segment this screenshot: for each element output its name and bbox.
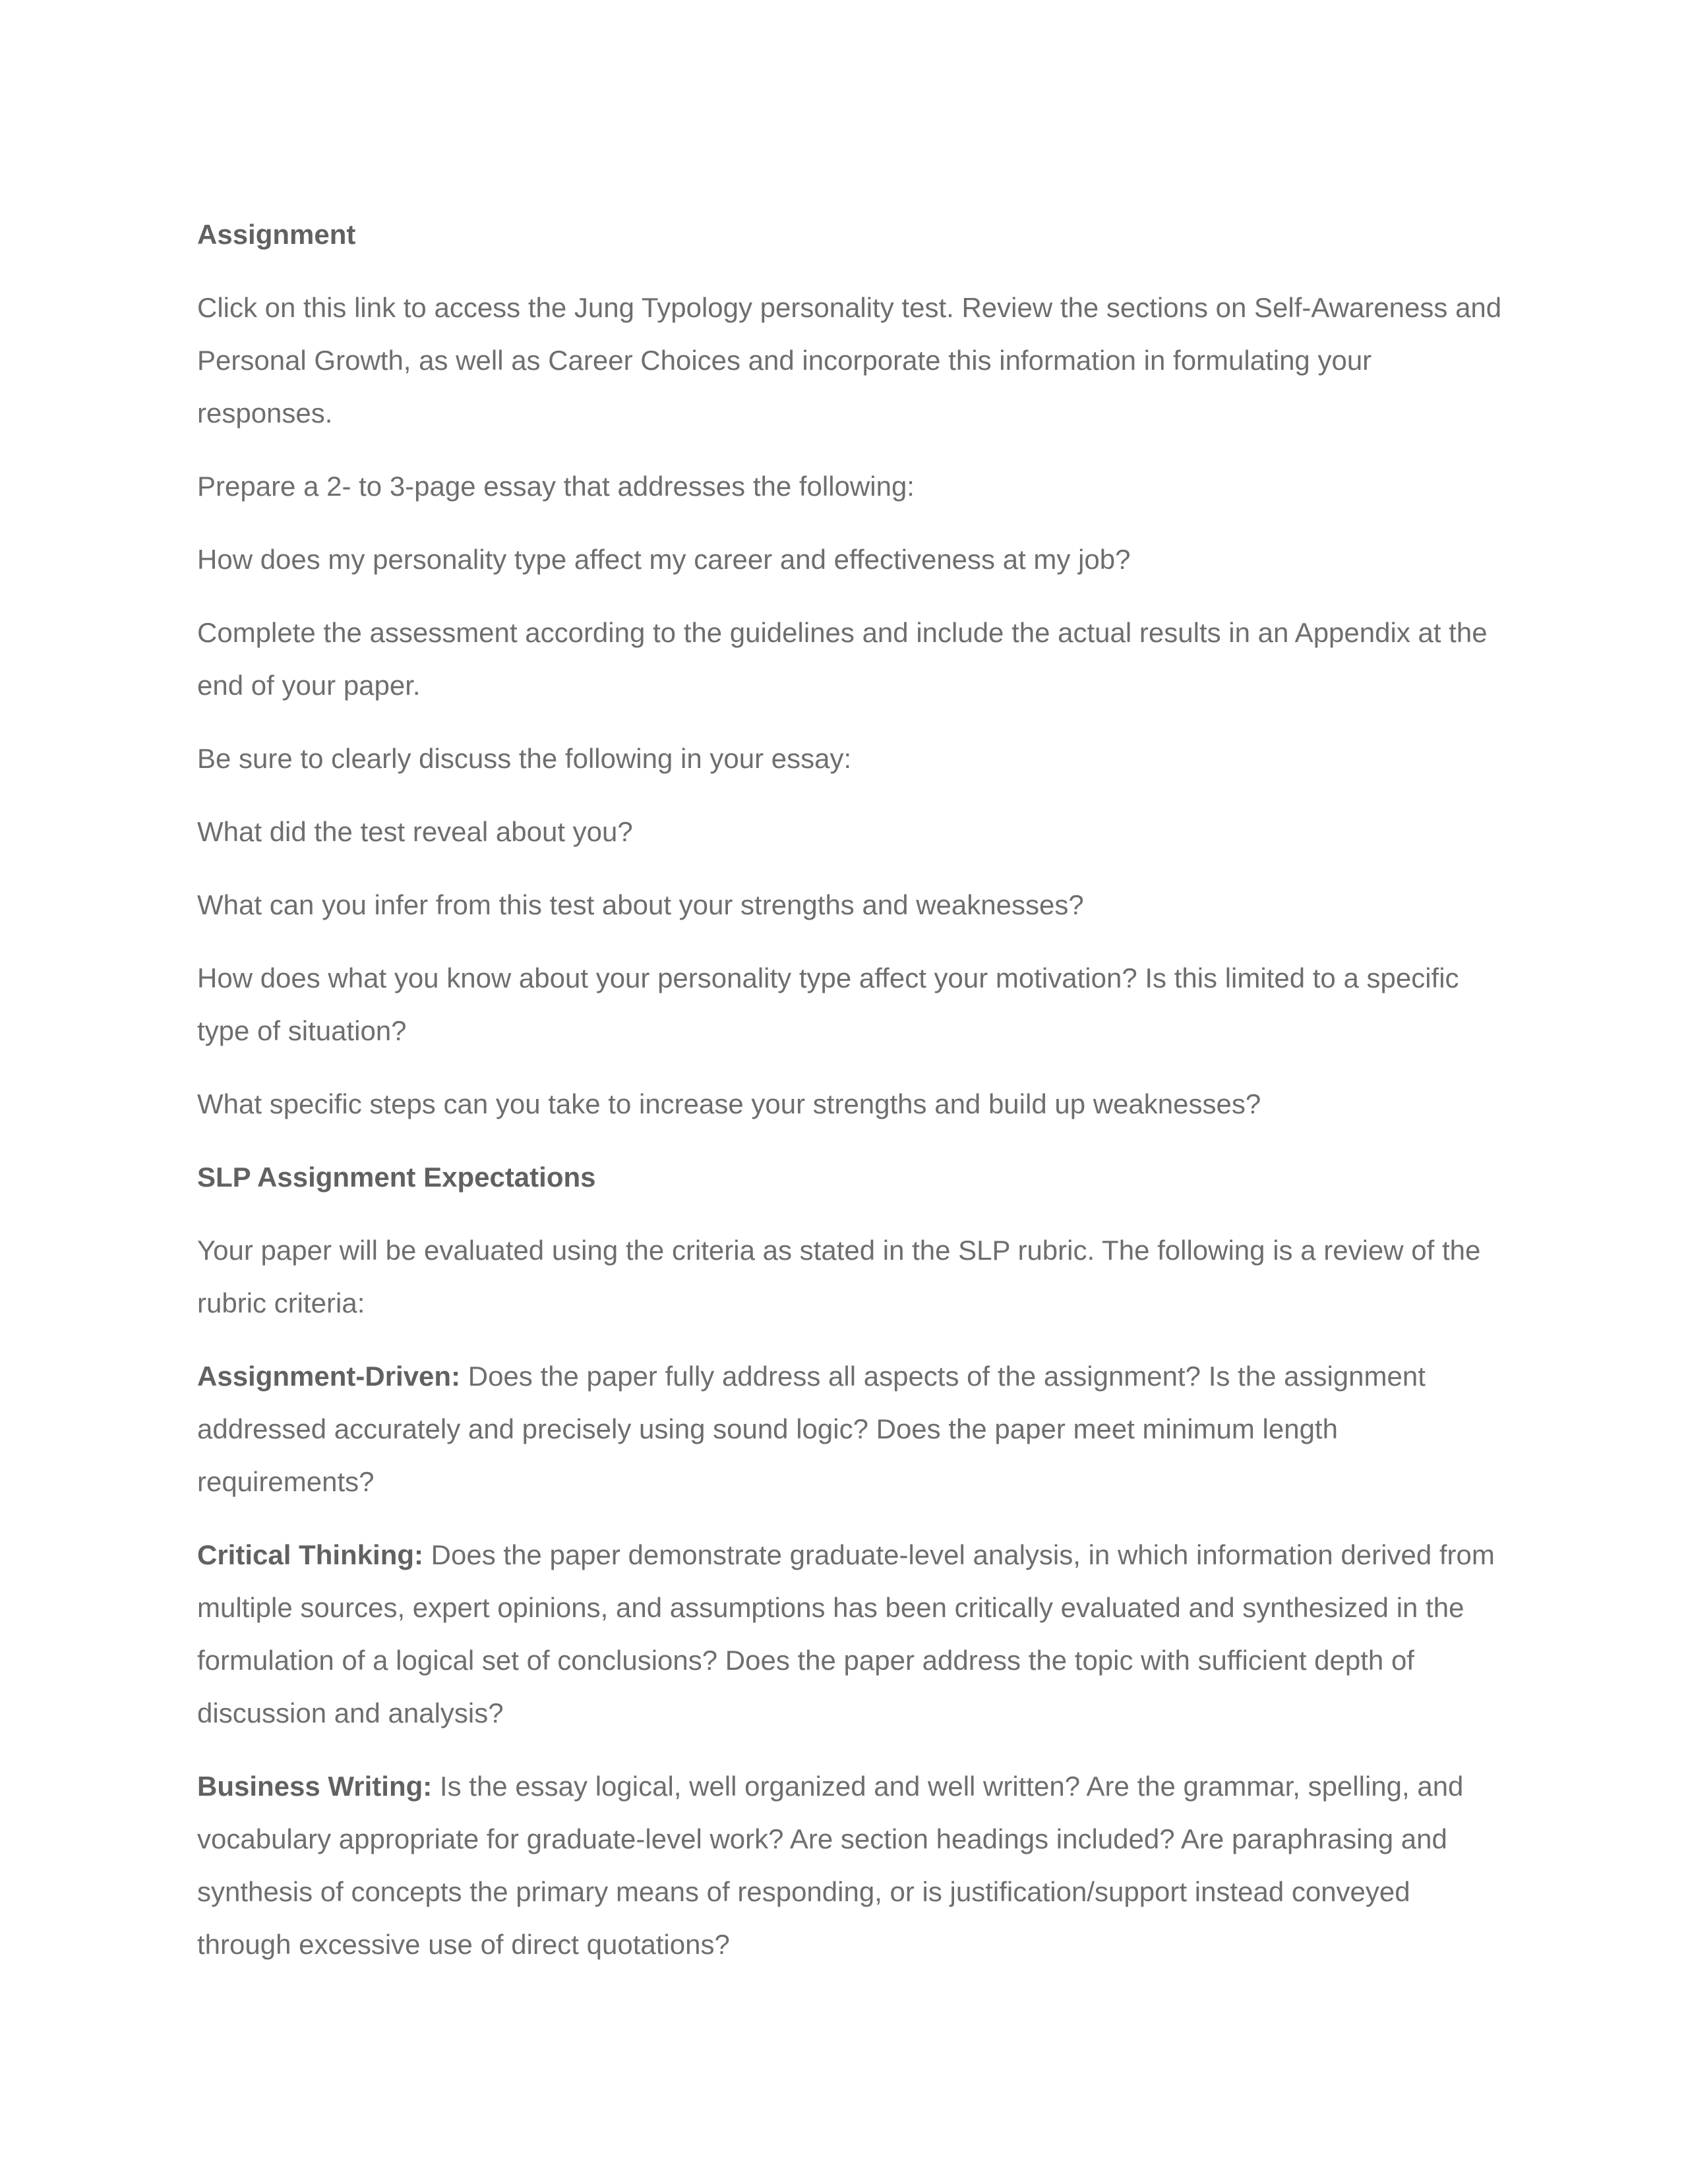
criterion-label: Business Writing: — [197, 1771, 433, 1802]
question-2: What can you infer from this test about your strengths and weaknesses? — [197, 889, 1084, 920]
criterion-assignment-driven — [197, 1350, 1503, 1508]
be-sure-paragraph: Be sure to clearly discuss the following in your essay: — [197, 743, 852, 774]
criterion-critical-thinking — [197, 1529, 1503, 1740]
criterion-text: Does the paper demonstrate graduate-level analysis, in which information derived from multiple sources, expert opinions, and assumptions has been critically evaluated and synthesized in the formulation of a logical set of conclusions? Does the paper address the topic with sufficient depth of discussion and analysis? — [197, 1539, 1495, 1728]
evaluation-paragraph: Your paper will be evaluated using the criteria as stated in the SLP rubric. The following is a review of the rubric criteria: — [197, 1235, 1481, 1318]
criterion-label: Critical Thinking: — [197, 1539, 424, 1570]
question-1: What did the test reveal about you? — [197, 816, 633, 847]
document-body — [197, 208, 1503, 1992]
criterion-text: Does the paper fully address all aspects of the assignment? Is the assignment addressed accurately and precisely using sound logic? Does the paper meet minimum length requirements? — [197, 1361, 1426, 1497]
criterion-text: Is the essay logical, well organized and well written? Are the grammar, spelling, and vocabulary appropriate for graduate-level work? Are section headings included? Are paraphrasing and synthesis of concepts the primary means of responding, or is justification/support instead conveyed through excessive use of direct quotations? — [197, 1771, 1464, 1960]
intro-paragraph: Click on this link to access the Jung Typology personality test. Review the sections on Self-Awareness and Personal Growth, as well as Career Choices and incorporate this information in formulating your responses. — [197, 292, 1502, 428]
complete-paragraph: Complete the assessment according to the guidelines and include the actual results in an Appendix at the end of your paper. — [197, 617, 1488, 701]
question-3: How does what you know about your personality type affect your motivation? Is this limited to a specific type of situation? — [197, 962, 1459, 1046]
criterion-label: Assignment-Driven: — [197, 1361, 461, 1392]
question-4: What specific steps can you take to increase your strengths and build up weaknesses? — [197, 1088, 1261, 1119]
main-question: How does my personality type affect my career and effectiveness at my job? — [197, 544, 1131, 575]
criterion-business-writing — [197, 1760, 1503, 1971]
expectations-heading: SLP Assignment Expectations — [197, 1162, 596, 1193]
prepare-paragraph: Prepare a 2- to 3-page essay that addresses the following: — [197, 471, 915, 502]
assignment-heading: Assignment — [197, 219, 356, 250]
